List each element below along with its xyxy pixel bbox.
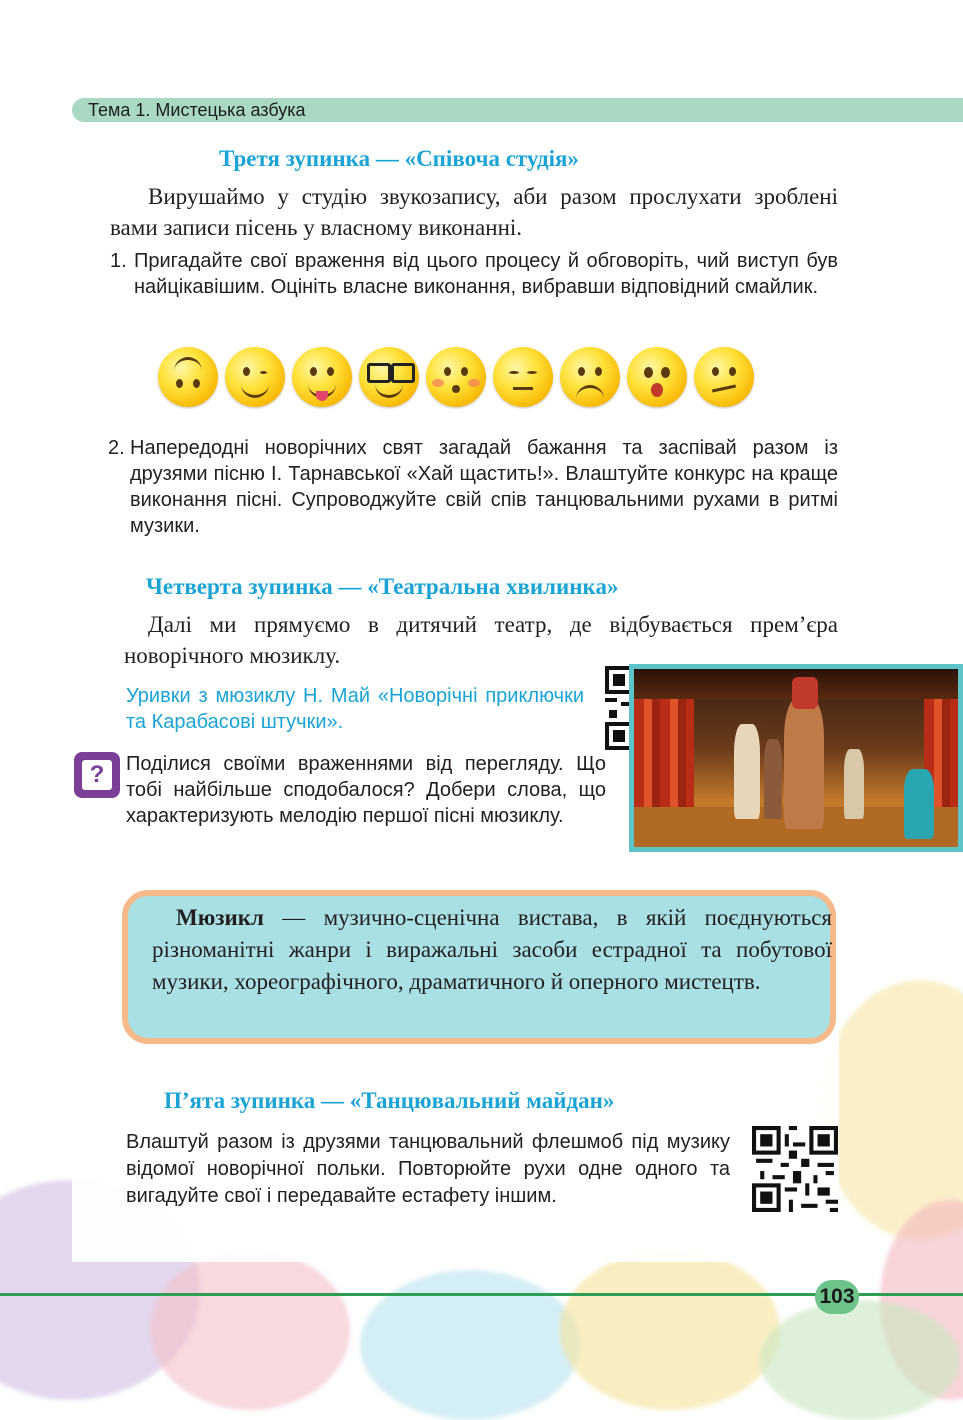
upside-down-face-icon[interactable] [158,347,218,407]
definition-text [152,902,832,998]
qr-code-dance[interactable] [752,1126,838,1212]
question-icon: ? [74,752,120,798]
definition-term: Мюзикл [176,905,264,930]
task1-text: Пригадайте свої враження від цього процесу й обговоріть, чий виступ був найцікавішим. Оцініть власне виконання, вибравши відповідний смайлик. [134,250,838,298]
tired-face-icon[interactable] [493,347,553,407]
musical-stage-photo [629,664,963,852]
tongue-face-icon[interactable] [292,347,352,407]
section4-intro: Далі ми прямуємо в дитячий театр, де відбувається прем’єра новорічного мюзиклу. [124,612,838,668]
section4-question: Поділися своїми враженнями від перегляду. Що тобі найбільше сподобалося? Добери слова, що характеризують мелодію першої пісні мюзиклу. [126,753,606,827]
surprised-face-icon[interactable] [627,347,687,407]
section3-intro: Вирушаймо у студію звукозапису, аби разом прослухати зроблені вами записи пісень у власному виконанні. [110,184,838,240]
task1-number: 1. [110,250,127,272]
confused-face-icon[interactable] [694,347,754,407]
page-number: 103 [815,1280,859,1314]
musical-video-link[interactable]: Уривки з мюзиклу Н. Май «Новорічні приключки та Карабасові штучки». [126,685,584,733]
blushing-face-icon[interactable] [426,347,486,407]
section4-title: Четверта зупинка — «Театральна хвилинка» [146,574,619,599]
task2-number: 2. [108,437,125,459]
section5-text: Влаштуй разом із друзями танцювальний флешмоб під музику відомої новорічної польки. Повторюйте рухи одне одного та вигадуйте свої і передавайте естафету іншим. [126,1131,730,1207]
topic-title: Тема 1. Мистецька азбука [88,100,306,120]
sad-face-icon[interactable] [560,347,620,407]
section3-title: Третя зупинка — «Співоча студія» [219,146,579,171]
task2-text: Напередодні новорічних свят загадай бажання та заспівай разом із друзями пісню І. Тарнавської «Хай щастить!». Влаштуйте конкурс на краще виконання пісні. Супроводжуйте свій спів танцювальними рухами в ритмі музики. [130,437,838,537]
definition-body: — музично-сценічна вистава, в якій поєднуються різноманітні жанри і виражальні засоби естрадної та побутової музики, хореографічного, драматичного й оперного мистецтв. [152,905,832,994]
emoji-rating-row [158,347,770,407]
section5-title: П’ята зупинка — «Танцювальний майдан» [164,1088,615,1113]
glasses-face-icon[interactable] [359,347,419,407]
wink-face-icon[interactable] [225,347,285,407]
